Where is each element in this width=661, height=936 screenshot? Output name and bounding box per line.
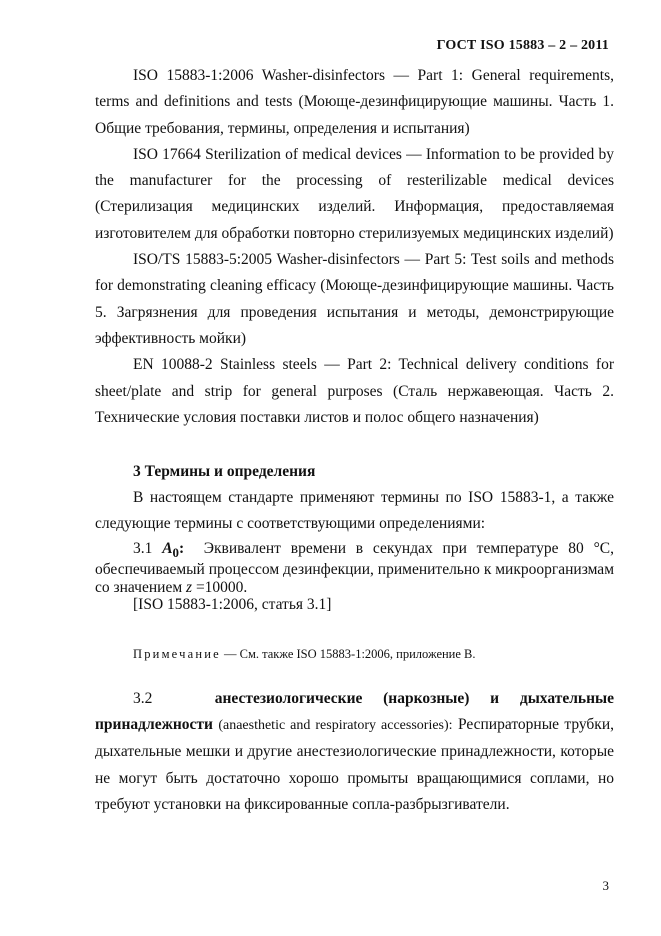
- definition-number: 3.1: [133, 539, 153, 557]
- note-label: Примечание: [133, 646, 221, 661]
- page-number: 3: [602, 878, 609, 893]
- definition-term: анестезиологические (наркозные) и дыхательные принадлежности: [95, 689, 615, 734]
- definition-value: =10000.: [195, 578, 248, 596]
- note-text: — См. также ISO 15883-1:2006, приложение В.: [224, 646, 476, 661]
- definition-body: Респираторные трубки, дыхательные мешки и другие анестезиологические принадлежности, которые не могут быть достаточно хорошо промыты вращающимися соплами, но требуют установки на фиксированные сопла-разбрызгиватели.: [95, 716, 615, 814]
- section-heading: 3 Термины и определения: [133, 463, 316, 481]
- symbol-colon: :: [178, 539, 185, 557]
- note: [95, 644, 614, 664]
- term-english: (anaesthetic and respiratory accessories):: [218, 718, 453, 734]
- definition-number: 3.2: [133, 689, 153, 707]
- reference-item: ISO/TS 15883-5:2005 Washer-disinfectors — Part 5: Test soils and methods for demonstrating cleaning efficacy (Моюще-дезинфицирующие машины. Часть 5. Загрязнения для проведения испытания и методы, демонстрирующие эффективность мойки): [95, 251, 614, 347]
- reference-item: ISO 15883-1:2006 Washer-disinfectors — Part 1: General requirements, terms and definitions and tests (Моюще-дезинфицирующие машины. Часть 1. Общие требования, термины, определения и испытания): [95, 67, 614, 137]
- document-header: ГОСТ ISO 15883 – 2 – 2011: [436, 38, 609, 53]
- reference-item: EN 10088-2 Stainless steels — Part 2: Technical delivery conditions for sheet/plate and strip for general purposes (Сталь нержавеющая. Часть 2. Технические условия поставки листов и полос общего назначения): [95, 356, 614, 426]
- page-body: [95, 63, 614, 818]
- symbol-subscript: 0: [172, 544, 179, 560]
- definition-3-2: [95, 686, 614, 818]
- definition-text: [95, 540, 614, 597]
- reference-item: ISO 17664 Sterilization of medical devices — Information to be provided by the manufacturer for the processing of resterilizable medical devices (Стерилизация медицинских изделий. Информация, предоставляемая изготовителем для обработки повторно стерилизуемых медицинских изделий): [95, 145, 614, 242]
- z-symbol: z: [186, 578, 193, 596]
- symbol-a: A: [162, 539, 173, 557]
- section-intro: В настоящем стандарте применяют термины по ISO 15883-1, а также следующие термины с соответствующими определениями:: [95, 489, 614, 533]
- definition-3-1: [95, 540, 614, 614]
- definition-body: Эквивалент времени в секундах при температуре 80 °С, обеспечиваемый процессом дезинфекции, применительно к микроорганизмам со значением: [95, 539, 615, 596]
- definition-source: [ISO 15883-1:2006, статья 3.1]: [133, 596, 332, 614]
